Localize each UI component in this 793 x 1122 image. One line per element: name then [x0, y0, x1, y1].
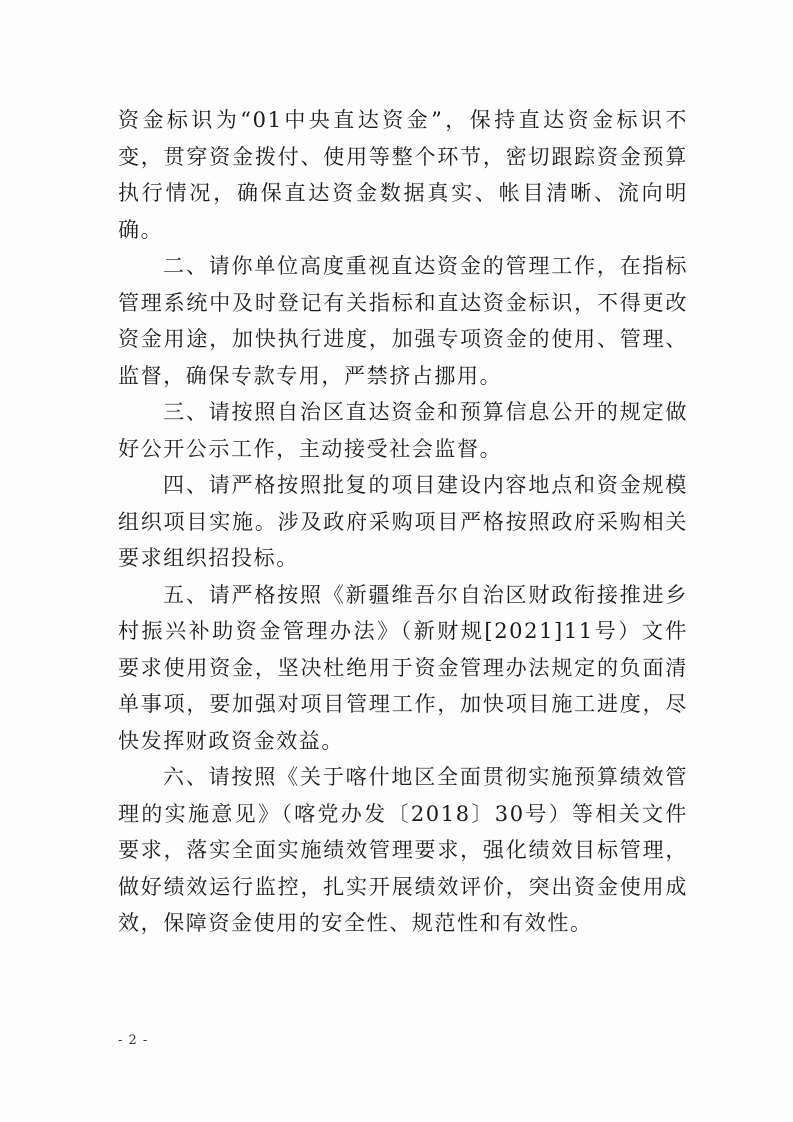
page-number: - 2 -: [118, 1033, 149, 1048]
paragraph-continuation: 资金标识为“01中央直达资金”，保持直达资金标识不变，贯穿资金拨付、使用等整个环节，密切跟踪资金预算执行情况，确保直达资金数据真实、帐目清晰、流向明确。: [118, 108, 688, 242]
document-body: [118, 102, 688, 942]
paragraph-item-4: 四、请严格按照批复的项目建设内容地点和资金规模组织项目实施。涉及政府采购项目严格按照政府采购相关要求组织招投标。: [118, 473, 688, 570]
paragraph-item-5: 五、请严格按照《新疆维吾尔自治区财政衔接推进乡村振兴补助资金管理办法》（新财规[2021]11号）文件要求使用资金，坚决杜绝用于资金管理办法规定的负面清单事项，要加强对项目管理工作，加快项目施工进度，尽快发挥财政资金效益。: [118, 582, 688, 753]
paragraph-item-6: 六、请按照《关于喀什地区全面贯彻实施预算绩效管理的实施意见》（喀党办发〔2018〕30号）等相关文件要求，落实全面实施绩效管理要求，强化绩效目标管理，做好绩效运行监控，扎实开展绩效评价，突出资金使用成效，保障资金使用的安全性、规范性和有效性。: [118, 765, 688, 935]
paragraph-item-2: 二、请你单位高度重视直达资金的管理工作，在指标管理系统中及时登记有关指标和直达资金标识，不得更改资金用途，加快执行进度，加强专项资金的使用、管理、监督，确保专款专用，严禁挤占挪用。: [118, 254, 688, 388]
paragraph-item-3: 三、请按照自治区直达资金和预算信息公开的规定做好公开公示工作，主动接受社会监督。: [118, 400, 688, 461]
